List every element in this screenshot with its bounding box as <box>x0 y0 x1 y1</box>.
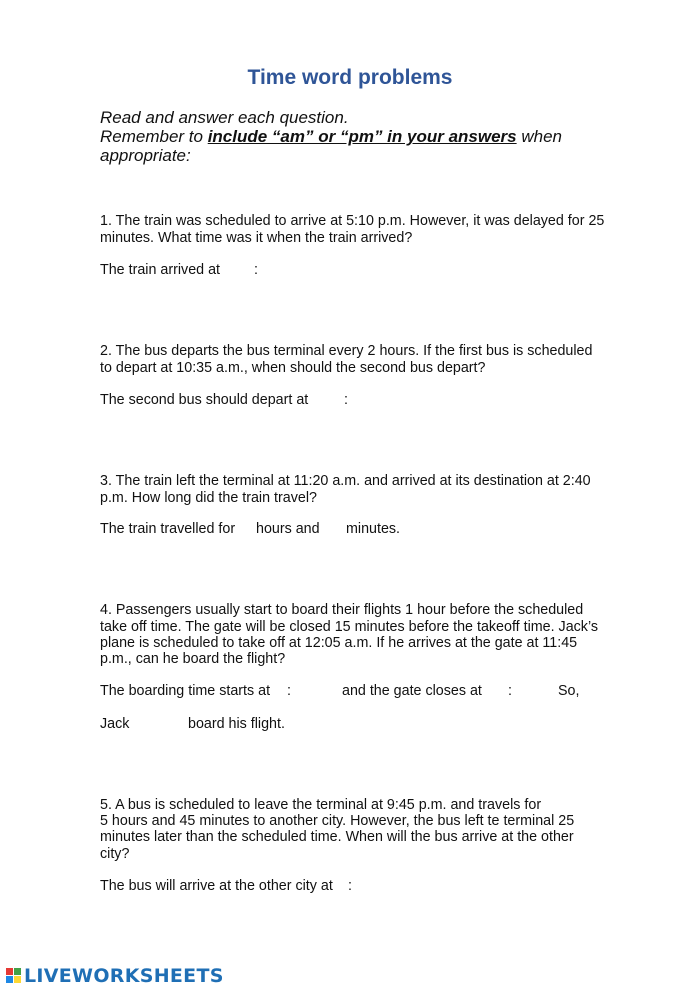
answer-time-colon[interactable]: : <box>287 683 291 699</box>
liveworksheets-logo <box>6 964 224 988</box>
question-text: plane is scheduled to take off at 12:05 a.m. If he arrives at the gate at 11:45 <box>100 635 578 651</box>
logo-text: LIVEWORKSHEETS <box>24 965 224 987</box>
logo-squares-icon <box>6 968 22 984</box>
question-text: minutes later than the scheduled time. When will the bus arrive at the other <box>100 829 574 845</box>
answer-prefix: The bus will arrive at the other city at <box>100 878 333 894</box>
page-title: Time word problems <box>247 66 453 89</box>
instruction-line-1: Read and answer each question. <box>100 108 349 127</box>
answer-time-colon[interactable]: : <box>508 683 512 699</box>
question-text: take off time. The gate will be closed 15 minutes before the takeoff time. Jack’s <box>100 619 599 635</box>
answer-prefix: The boarding time starts at <box>100 683 271 699</box>
answer-end-text: board his flight. <box>188 716 285 732</box>
question-text: p.m. How long did the train travel? <box>100 490 317 506</box>
instruction-emphasis: include “am” or “pm” in your answers <box>207 127 517 146</box>
question-text: 4. Passengers usually start to board their flights 1 hour before the scheduled <box>100 602 584 618</box>
instruction-line-3: appropriate: <box>100 146 191 165</box>
answer-jack-text: Jack <box>100 716 130 732</box>
answer-prefix: The second bus should depart at <box>100 392 309 408</box>
question-text: minutes. What time was it when the train arrived? <box>100 230 413 246</box>
question-text: city? <box>100 846 130 862</box>
instruction-text: Remember to <box>100 127 208 146</box>
instruction-line-2 <box>100 127 562 147</box>
question-text: 3. The train left the terminal at 11:20 a.m. and arrived at its destination at 2:40 <box>100 473 591 489</box>
answer-time-colon[interactable]: : <box>348 878 352 894</box>
question-text: 5 hours and 45 minutes to another city. However, the bus left te terminal 25 <box>100 813 575 829</box>
question-text: p.m., can he board the flight? <box>100 651 286 667</box>
question-text: 2. The bus departs the bus terminal every 2 hours. If the first bus is scheduled <box>100 343 593 359</box>
question-text: 5. A bus is scheduled to leave the terminal at 9:45 p.m. and travels for <box>100 797 542 813</box>
question-text: to depart at 10:35 a.m., when should the second bus depart? <box>100 360 486 376</box>
answer-mid-text: and the gate closes at <box>342 683 482 699</box>
answer-prefix: The train travelled for <box>100 521 236 537</box>
answer-so-text: So, <box>558 683 580 699</box>
answer-time-colon[interactable]: : <box>254 262 258 278</box>
answer-hours-label: hours and <box>256 521 320 537</box>
answer-prefix: The train arrived at <box>100 262 220 278</box>
answer-time-colon[interactable]: : <box>344 392 348 408</box>
question-text: 1. The train was scheduled to arrive at 5:10 p.m. However, it was delayed for 25 <box>100 213 605 229</box>
answer-minutes-label: minutes. <box>346 521 401 537</box>
instruction-text: when <box>516 127 562 146</box>
